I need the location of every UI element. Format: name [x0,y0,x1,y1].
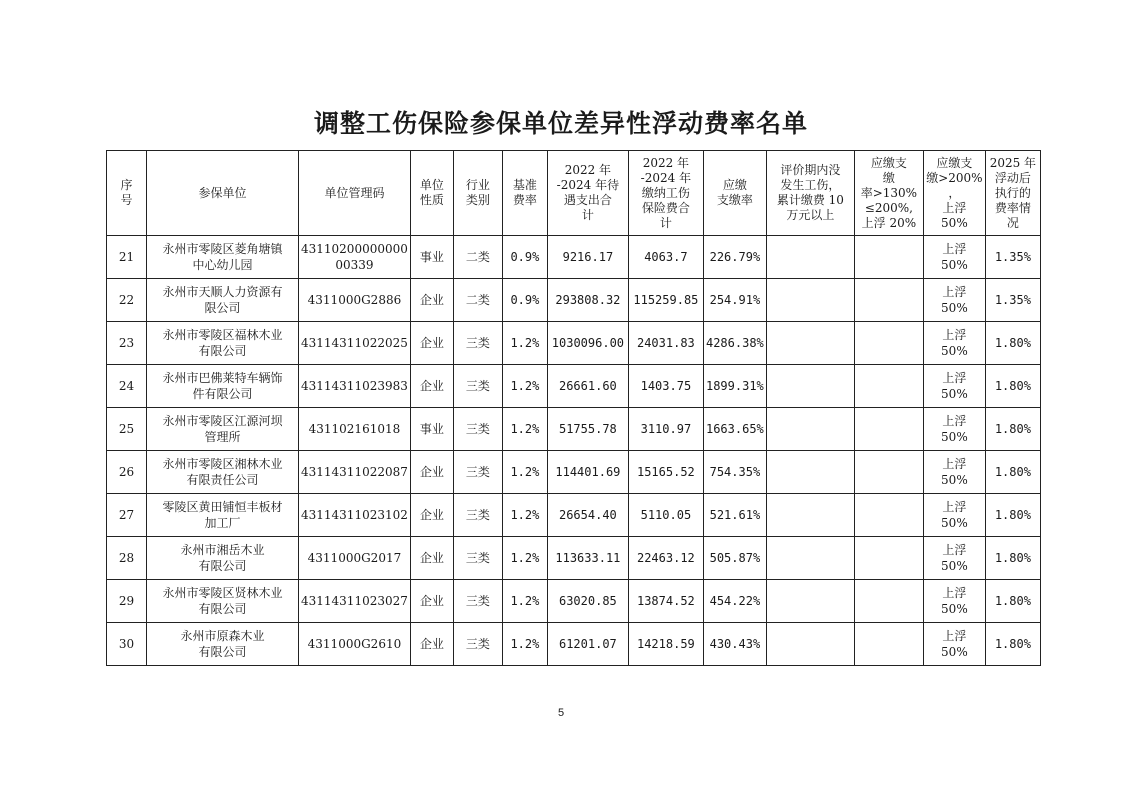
premium-total-cell [628,623,703,666]
rate-2025: 1.80% [994,422,1031,436]
unit-nature-cell [410,494,453,537]
row-number-cell [107,322,147,365]
header-cell: 行业 类别 [453,151,502,236]
table-row [107,623,1041,666]
payout-ratio-cell [703,623,766,666]
premium-total-cell [628,451,703,494]
premium-total-cell [628,236,703,279]
unit-name-cell [147,408,299,451]
unit-code-cell [299,365,411,408]
base-rate: 1.2% [510,336,540,350]
row-number: 27 [118,508,135,522]
industry-category: 三类 [465,551,490,565]
premium-total-cell [628,494,703,537]
unit-name: 零陵区黄田铺恒丰板材 加工厂 [162,500,283,530]
unit-code-cell [299,580,411,623]
row-number: 26 [118,465,135,479]
base-rate-cell [502,623,547,666]
unit-code-cell [299,279,411,322]
payout-ratio-cell [703,408,766,451]
unit-nature: 企业 [419,637,444,651]
base-rate-cell [502,322,547,365]
unit-name: 永州市零陵区湘林木业 有限责任公司 [162,457,283,487]
unit-nature: 企业 [419,336,444,350]
unit-name: 永州市巴佛莱特车辆饰 件有限公司 [162,371,283,401]
unit-nature-cell [410,365,453,408]
unit-code-cell [299,236,411,279]
rate-2025-cell [985,279,1040,322]
row-number: 25 [118,422,135,436]
unit-name-cell [147,236,299,279]
table-row [107,365,1041,408]
float-50-flag: 上浮 50% [941,500,968,530]
row-number-cell [107,623,147,666]
unit-nature-cell [410,623,453,666]
payout-total-cell [547,236,628,279]
unit-code-cell [299,494,411,537]
unit-nature: 企业 [419,594,444,608]
rate-2025-cell [985,623,1040,666]
industry-category: 二类 [465,293,490,307]
float-20-flag-cell [854,322,923,365]
industry-category-cell [453,451,502,494]
premium-total-cell [628,365,703,408]
table-row [107,451,1041,494]
premium-total-cell [628,537,703,580]
unit-code: 4311000G2886 [307,293,402,307]
unit-name: 永州市零陵区贤林木业 有限公司 [162,586,283,616]
float-20-flag-cell [854,365,923,408]
no-injury-flag-cell [766,451,854,494]
header-cell: 基准 费率 [502,151,547,236]
header-cell: 2022 年 -2024 年 缴纳工伤 保险费合 计 [628,151,703,236]
table-body [107,236,1041,666]
float-20-flag-cell [854,279,923,322]
unit-nature-cell [410,451,453,494]
rate-2025-cell [985,580,1040,623]
row-number-cell [107,236,147,279]
premium-total-cell [628,408,703,451]
payout-ratio: 430.43% [709,637,761,651]
table-row [107,236,1041,279]
industry-category: 三类 [465,422,490,436]
unit-name: 永州市天顺人力资源有 限公司 [162,285,283,315]
float-50-flag-cell [923,451,985,494]
payout-total-cell [547,408,628,451]
payout-total: 293808.32 [555,293,621,307]
base-rate-cell [502,580,547,623]
base-rate-cell [502,494,547,537]
rate-2025: 1.80% [994,637,1031,651]
float-50-flag: 上浮 50% [941,242,968,272]
header-cell: 2022 年 -2024 年待 遇支出合 计 [547,151,628,236]
unit-nature: 事业 [419,250,444,264]
row-number-cell [107,279,147,322]
rate-2025: 1.80% [994,551,1031,565]
unit-name-cell [147,494,299,537]
table-row [107,537,1041,580]
row-number: 22 [118,293,135,307]
base-rate: 0.9% [510,250,540,264]
rate-2025: 1.35% [994,293,1031,307]
row-number: 24 [118,379,135,393]
payout-total-cell [547,623,628,666]
payout-ratio-cell [703,279,766,322]
table-row [107,279,1041,322]
industry-category-cell [453,322,502,365]
payout-ratio: 505.87% [709,551,761,565]
payout-total-cell [547,537,628,580]
industry-category: 三类 [465,637,490,651]
industry-category-cell [453,408,502,451]
payout-ratio-cell [703,451,766,494]
row-number: 30 [118,637,135,651]
unit-nature-cell [410,537,453,580]
unit-name-cell [147,322,299,365]
unit-code: 43114311022087 [301,465,408,479]
payout-total: 51755.78 [558,422,617,436]
float-50-flag: 上浮 50% [941,414,968,444]
payout-ratio-cell [703,365,766,408]
rate-adjustment-table [106,150,1041,666]
float-20-flag-cell [854,537,923,580]
unit-name: 永州市零陵区江源河坝 管理所 [162,414,283,444]
unit-name: 永州市原森木业 有限公司 [180,629,265,659]
table-row [107,322,1041,365]
no-injury-flag-cell [766,322,854,365]
unit-name-cell [147,537,299,580]
float-50-flag-cell [923,236,985,279]
float-50-flag-cell [923,494,985,537]
premium-total: 1403.75 [640,379,692,393]
rate-2025-cell [985,365,1040,408]
unit-nature: 企业 [419,551,444,565]
payout-total-cell [547,279,628,322]
float-50-flag-cell [923,279,985,322]
base-rate-cell [502,408,547,451]
base-rate-cell [502,365,547,408]
industry-category-cell [453,537,502,580]
page-number: 5 [557,707,565,719]
no-injury-flag-cell [766,365,854,408]
no-injury-flag-cell [766,236,854,279]
row-number-cell [107,408,147,451]
unit-code: 43114311022025 [301,336,408,350]
rate-2025: 1.35% [994,250,1031,264]
unit-nature: 企业 [419,293,444,307]
premium-total-cell [628,580,703,623]
unit-name-cell [147,623,299,666]
base-rate-cell [502,236,547,279]
unit-nature: 企业 [419,508,444,522]
unit-name: 永州市零陵区菱角塘镇 中心幼儿园 [162,242,283,272]
row-number: 23 [118,336,135,350]
base-rate-cell [502,451,547,494]
header-cell: 应缴支 缴>200% ， 上浮 50% [923,151,985,236]
industry-category-cell [453,365,502,408]
premium-total: 115259.85 [633,293,699,307]
base-rate: 1.2% [510,637,540,651]
header-cell: 应缴支 缴 率>130% ≤200%, 上浮 20% [854,151,923,236]
row-number: 21 [118,250,135,264]
unit-nature: 企业 [419,465,444,479]
industry-category: 三类 [465,465,490,479]
unit-nature-cell [410,279,453,322]
rate-2025: 1.80% [994,336,1031,350]
unit-code: 43114311023027 [301,594,408,608]
payout-ratio-cell [703,580,766,623]
base-rate-cell [502,537,547,580]
no-injury-flag-cell [766,494,854,537]
payout-total: 113633.11 [555,551,621,565]
rate-2025-cell [985,236,1040,279]
unit-nature-cell [410,236,453,279]
payout-total: 26654.40 [558,508,617,522]
base-rate: 1.2% [510,551,540,565]
industry-category-cell [453,279,502,322]
industry-category: 二类 [465,250,490,264]
payout-ratio: 521.61% [709,508,761,522]
payout-ratio: 4286.38% [705,336,764,350]
payout-ratio: 254.91% [709,293,761,307]
float-50-flag-cell [923,408,985,451]
rate-2025: 1.80% [994,594,1031,608]
table-row [107,494,1041,537]
premium-total: 14218.59 [636,637,695,651]
unit-code: 43114311023983 [301,379,408,393]
premium-total: 4063.7 [644,250,688,264]
header-cell: 序 号 [107,151,147,236]
payout-total-cell [547,580,628,623]
table-row [107,580,1041,623]
unit-code: 431102161018 [308,422,401,436]
unit-nature-cell [410,580,453,623]
float-50-flag-cell [923,580,985,623]
rate-2025-cell [985,537,1040,580]
rate-2025-cell [985,408,1040,451]
float-50-flag: 上浮 50% [941,629,968,659]
payout-ratio-cell [703,537,766,580]
industry-category: 三类 [465,508,490,522]
unit-nature-cell [410,408,453,451]
base-rate: 1.2% [510,465,540,479]
rate-2025-cell [985,322,1040,365]
base-rate-cell [502,279,547,322]
base-rate: 1.2% [510,508,540,522]
row-number-cell [107,537,147,580]
payout-total: 26661.60 [558,379,617,393]
float-50-flag: 上浮 50% [941,328,968,358]
float-50-flag: 上浮 50% [941,285,968,315]
unit-code: 43114311023102 [301,508,408,522]
header-cell: 2025 年 浮动后 执行的 费率情 况 [985,151,1040,236]
base-rate: 0.9% [510,293,540,307]
payout-total: 61201.07 [558,637,617,651]
industry-category-cell [453,580,502,623]
unit-code-cell [299,408,411,451]
float-50-flag: 上浮 50% [941,457,968,487]
industry-category: 三类 [465,336,490,350]
payout-total: 63020.85 [558,594,617,608]
payout-total: 9216.17 [562,250,614,264]
table-header-row [107,151,1041,236]
rate-2025: 1.80% [994,508,1031,522]
unit-nature: 企业 [419,379,444,393]
unit-name-cell [147,580,299,623]
payout-ratio: 454.22% [709,594,761,608]
float-50-flag-cell [923,623,985,666]
payout-ratio: 226.79% [709,250,761,264]
header-cell: 应缴 支缴率 [703,151,766,236]
float-50-flag: 上浮 50% [941,543,968,573]
row-number: 29 [118,594,135,608]
unit-code: 43110200000000 00339 [301,242,408,272]
premium-total: 3110.97 [640,422,692,436]
float-50-flag-cell [923,365,985,408]
industry-category: 三类 [465,379,490,393]
industry-category: 三类 [465,594,490,608]
payout-total-cell [547,494,628,537]
unit-code: 4311000G2017 [307,551,402,565]
base-rate: 1.2% [510,379,540,393]
unit-name: 永州市湘岳木业 有限公司 [180,543,265,573]
row-number-cell [107,580,147,623]
unit-name: 永州市零陵区福林木业 有限公司 [162,328,283,358]
unit-code-cell [299,322,411,365]
unit-code-cell [299,537,411,580]
industry-category-cell [453,623,502,666]
rate-2025: 1.80% [994,465,1031,479]
float-20-flag-cell [854,494,923,537]
header-cell: 单位管理码 [299,151,411,236]
unit-code: 4311000G2610 [307,637,402,651]
no-injury-flag-cell [766,537,854,580]
unit-name-cell [147,451,299,494]
industry-category-cell [453,494,502,537]
payout-total: 114401.69 [555,465,621,479]
industry-category-cell [453,236,502,279]
row-number-cell [107,494,147,537]
float-50-flag-cell [923,537,985,580]
premium-total: 15165.52 [636,465,695,479]
no-injury-flag-cell [766,623,854,666]
row-number-cell [107,451,147,494]
float-50-flag: 上浮 50% [941,371,968,401]
payout-total: 1030096.00 [551,336,625,350]
unit-name-cell [147,279,299,322]
base-rate: 1.2% [510,594,540,608]
premium-total-cell [628,279,703,322]
row-number: 28 [118,551,135,565]
header-cell: 参保单位 [147,151,299,236]
header-cell: 评价期内没 发生工伤， 累计缴费 10 万元以上 [766,151,854,236]
float-20-flag-cell [854,580,923,623]
payout-ratio-cell [703,494,766,537]
unit-nature-cell [410,322,453,365]
unit-nature: 事业 [419,422,444,436]
payout-total-cell [547,365,628,408]
premium-total: 24031.83 [636,336,695,350]
header-cell: 单位 性质 [410,151,453,236]
table-row [107,408,1041,451]
float-50-flag-cell [923,322,985,365]
payout-total-cell [547,322,628,365]
payout-ratio-cell [703,236,766,279]
no-injury-flag-cell [766,580,854,623]
base-rate: 1.2% [510,422,540,436]
premium-total: 5110.05 [640,508,692,522]
unit-code-cell [299,623,411,666]
float-20-flag-cell [854,408,923,451]
unit-name-cell [147,365,299,408]
premium-total: 22463.12 [636,551,695,565]
payout-ratio: 754.35% [709,465,761,479]
no-injury-flag-cell [766,408,854,451]
float-50-flag: 上浮 50% [941,586,968,616]
rate-2025-cell [985,451,1040,494]
payout-ratio-cell [703,322,766,365]
float-20-flag-cell [854,236,923,279]
no-injury-flag-cell [766,279,854,322]
rate-2025: 1.80% [994,379,1031,393]
rate-2025-cell [985,494,1040,537]
payout-ratio: 1663.65% [705,422,764,436]
page-title: 调整工伤保险参保单位差异性浮动费率名单 [313,109,808,138]
premium-total-cell [628,322,703,365]
payout-ratio: 1899.31% [705,379,764,393]
premium-total: 13874.52 [636,594,695,608]
row-number-cell [107,365,147,408]
float-20-flag-cell [854,623,923,666]
float-20-flag-cell [854,451,923,494]
payout-total-cell [547,451,628,494]
unit-code-cell [299,451,411,494]
